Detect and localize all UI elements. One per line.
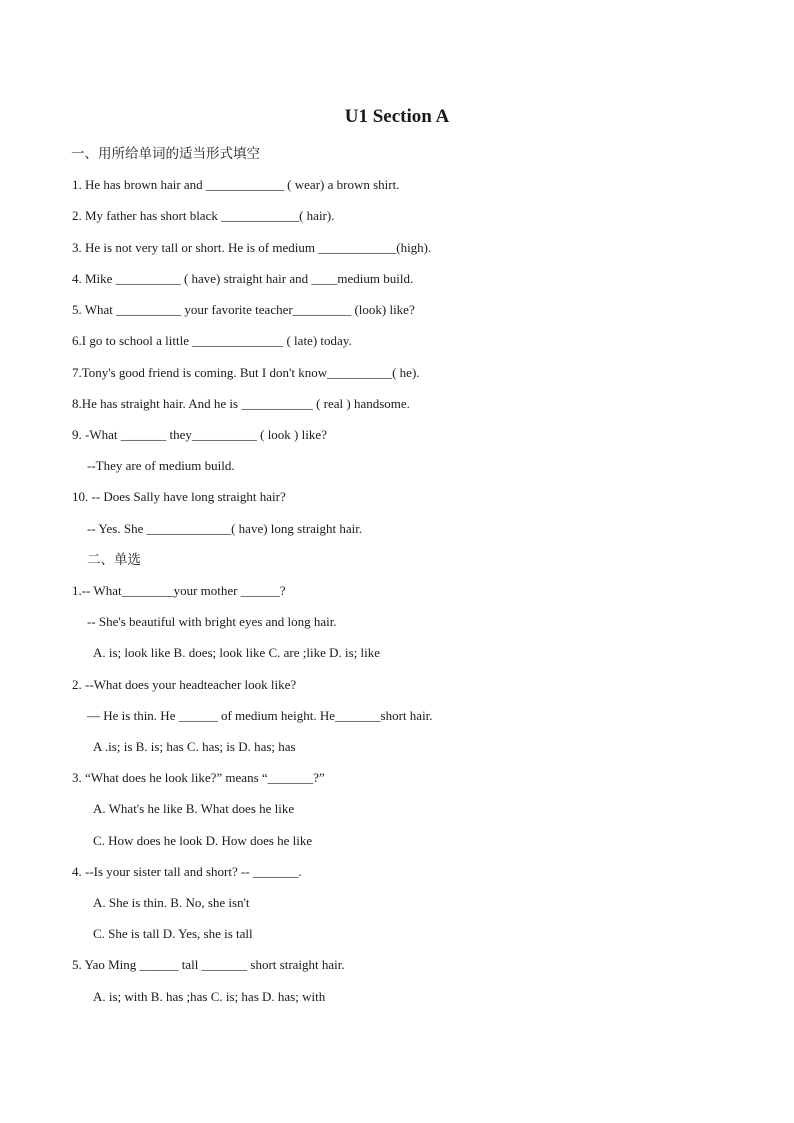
choice-question-5-options: A. is; with B. has ;has C. is; has D. has; with [93,989,326,1004]
choice-question-2-reply: — He is thin. He ______ of medium height. He_______short hair. [87,708,433,723]
choice-question-1-reply: -- She's beautiful with bright eyes and long hair. [87,614,337,629]
fill-blank-question-7: 7.Tony's good friend is coming. But I don't know__________( he). [72,365,420,380]
section-2-heading: 二、单选 [87,552,141,568]
choice-question-1: 1.-- What________your mother ______? [72,583,286,598]
fill-blank-answer-9: --They are of medium build. [87,458,235,473]
choice-question-3: 3. “What does he look like?” means “_______?” [72,770,325,785]
page-title: U1 Section A [344,106,450,127]
choice-question-4-options-cd: C. She is tall D. Yes, she is tall [93,926,253,941]
fill-blank-question-4: 4. Mike __________ ( have) straight hair and ____medium build. [72,271,414,286]
choice-question-3-options-cd: C. How does he look D. How does he like [93,833,313,848]
fill-blank-question-8: 8.He has straight hair. And he is ___________ ( real ) handsome. [72,396,410,411]
fill-blank-question-3: 3. He is not very tall or short. He is of medium ____________(high). [72,240,432,255]
choice-question-4: 4. --Is your sister tall and short? -- _______. [72,864,302,879]
fill-blank-question-1: 1. He has brown hair and ____________ ( wear) a brown shirt. [72,177,400,192]
choice-question-4-options-ab: A. She is thin. B. No, she isn't [93,895,250,910]
fill-blank-question-9: 9. -What _______ they__________ ( look ) like? [72,427,327,442]
section-1-heading: 一、用所给单词的适当形式填空 [71,146,260,162]
choice-question-2: 2. --What does your headteacher look like? [72,677,297,692]
fill-blank-question-6: 6.I go to school a little ______________ ( late) today. [72,333,352,348]
choice-question-1-options: A. is; look like B. does; look like C. are ;like D. is; like [93,645,381,660]
choice-question-3-options-ab: A. What's he like B. What does he like [93,801,295,816]
fill-blank-question-5: 5. What __________ your favorite teacher_________ (look) like? [72,302,415,317]
choice-question-5: 5. Yao Ming ______ tall _______ short straight hair. [72,957,345,972]
fill-blank-answer-10: -- Yes. She _____________( have) long straight hair. [87,521,363,536]
choice-question-2-options: A .is; is B. is; has C. has; is D. has; has [93,739,296,754]
fill-blank-question-2: 2. My father has short black ____________( hair). [72,208,335,223]
fill-blank-question-10: 10. -- Does Sally have long straight hair? [72,489,286,504]
